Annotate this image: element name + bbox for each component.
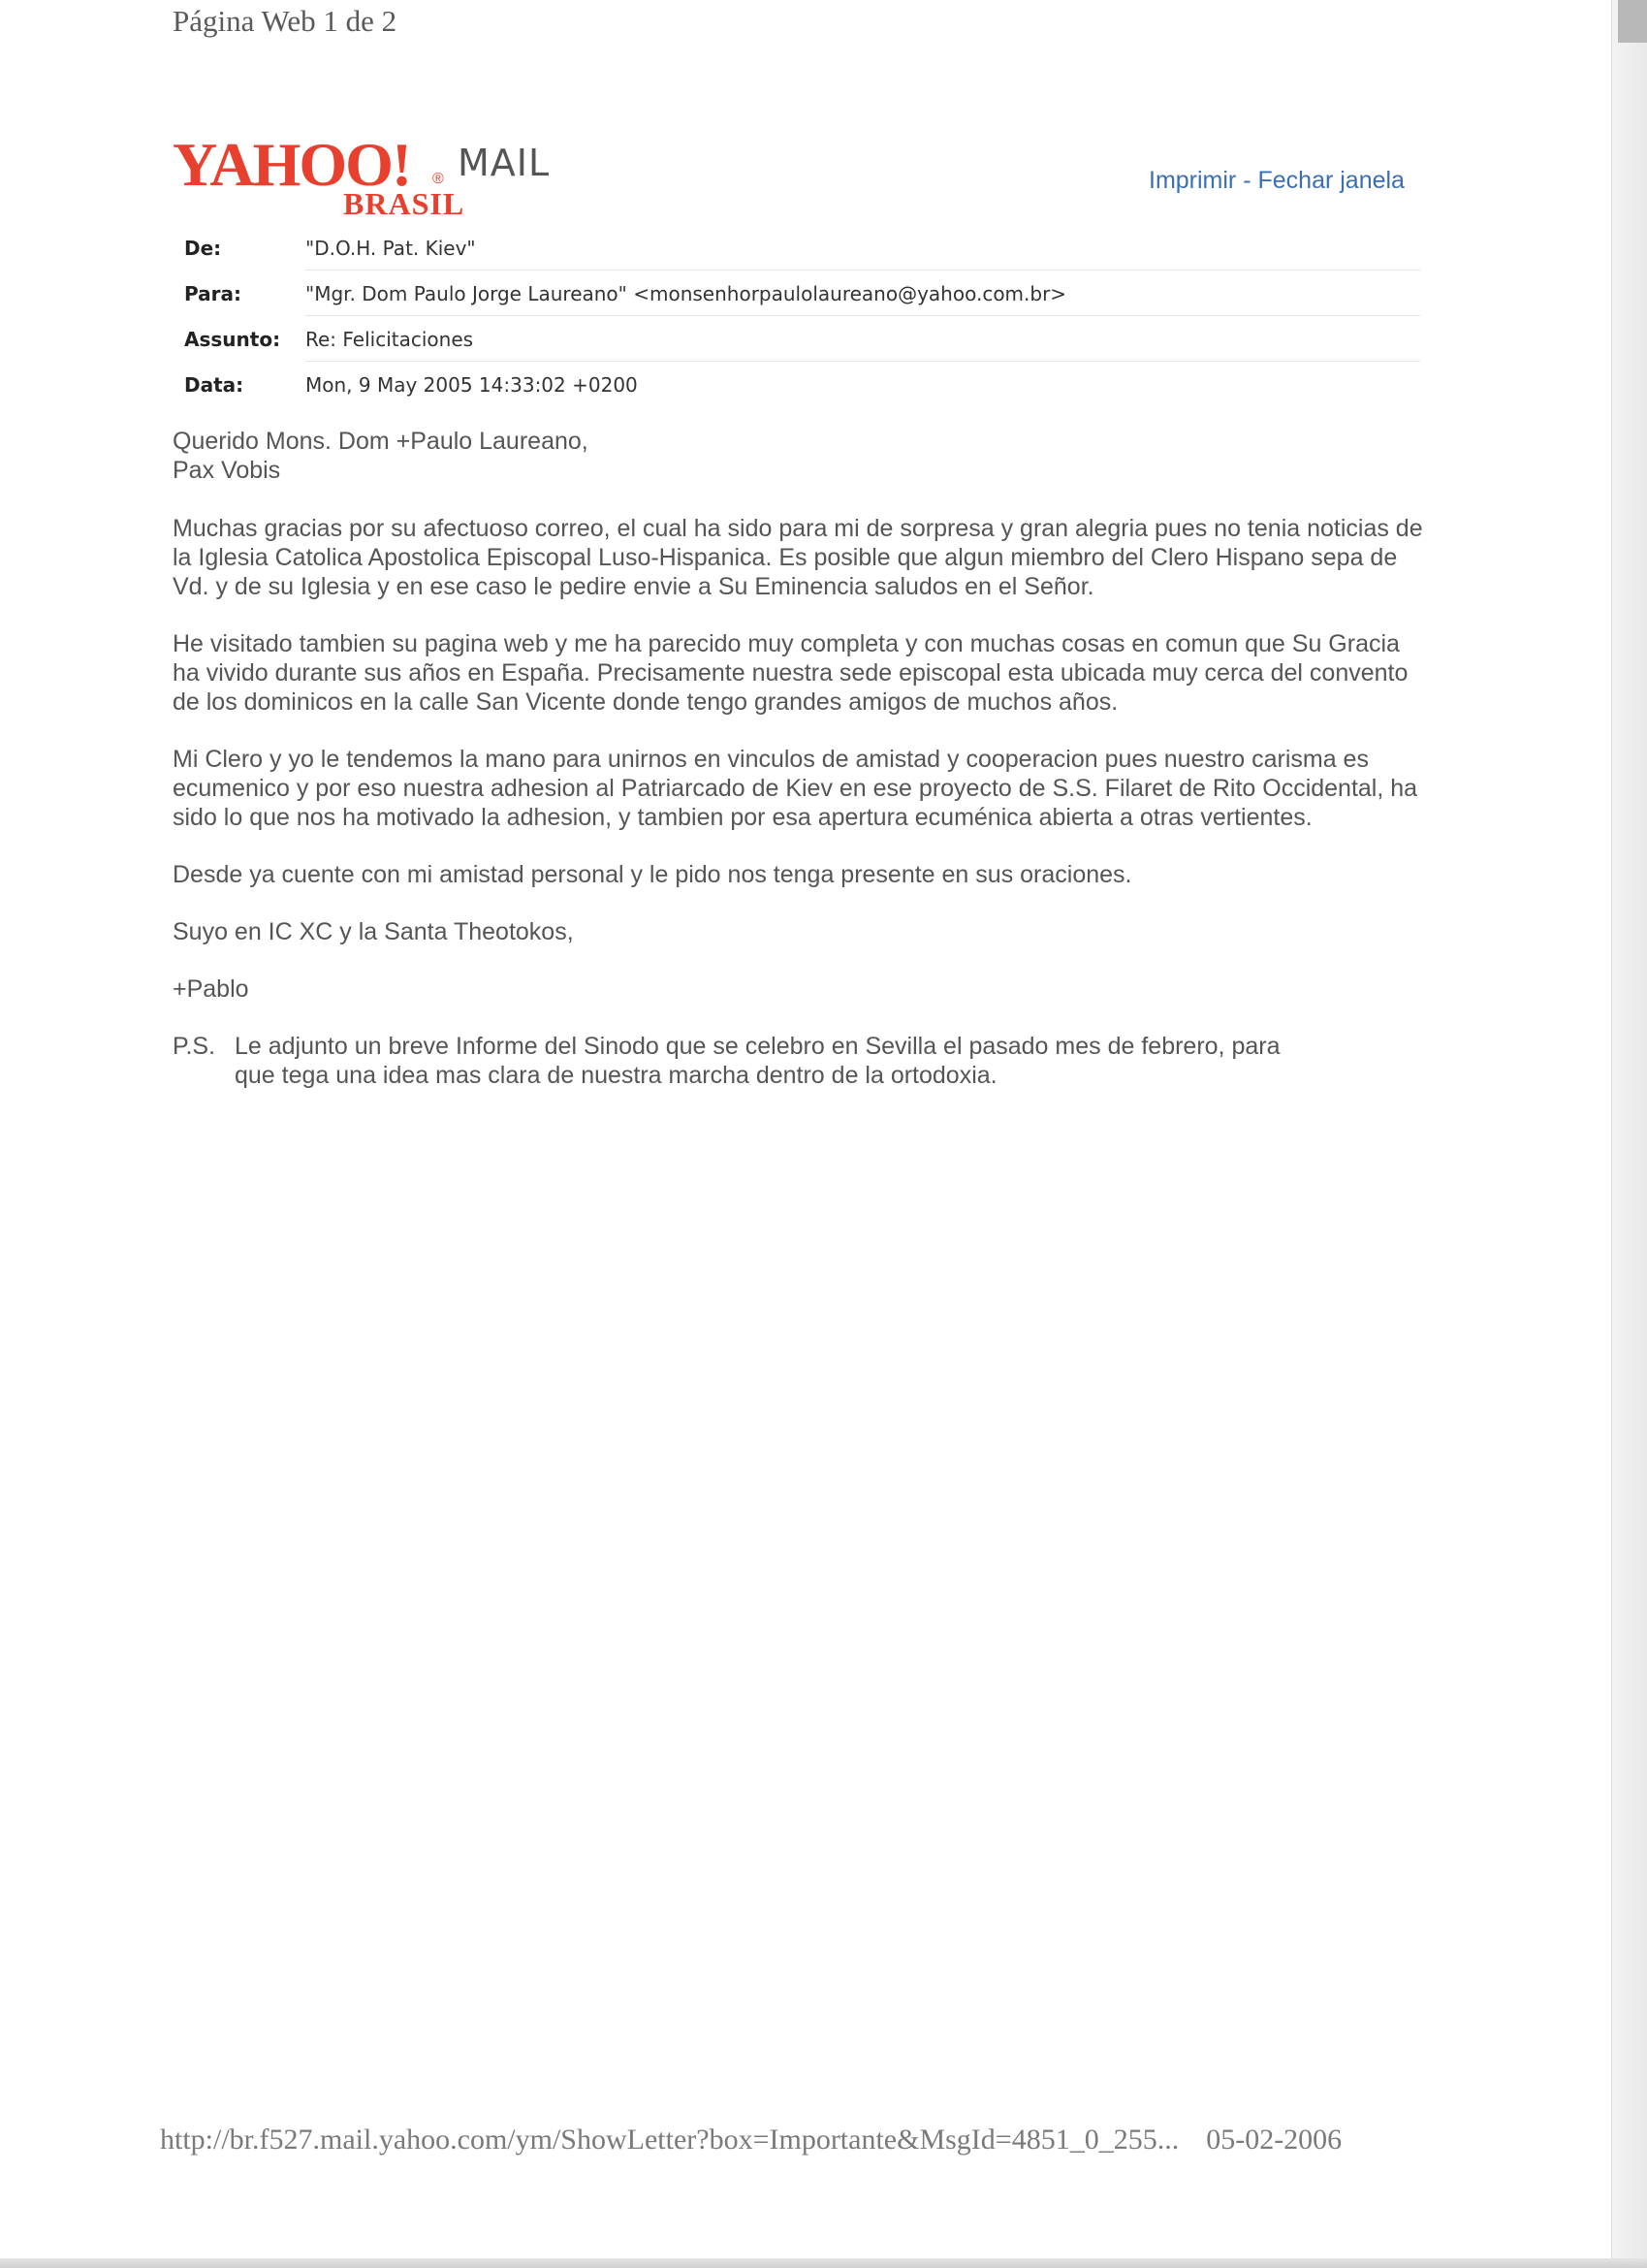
from-value: "D.O.H. Pat. Kiev" — [305, 237, 476, 260]
subject-label: Assunto: — [184, 328, 281, 351]
scanner-bottom-edge — [0, 2258, 1647, 2268]
body-paragraph: Mi Clero y yo le tendemos la mano para unirnos en vinculos de amistad y cooperacion pues nuestro carisma es ecumenico y por eso nuestra adhesion al Patriarcado de Kiev en ese proyecto de S.S. Filaret de Rito Occidental, ha sido lo que nos ha motivado la adhesion, y tambien por esa apertura ecuménica abierta a otras vertientes. — [173, 746, 1418, 831]
header-row-subject — [184, 324, 1420, 369]
greeting — [173, 427, 1433, 485]
logo-yahoo-text: YAHOO! — [173, 130, 411, 199]
body-paragraph: He visitado tambien su pagina web y me ha parecido muy completa y con muchas cosas en comun que Su Gracia ha vivido durante sus años en España. Precisamente nuestra sede episcopal esta ubicada muy cerca del convento de los dominicos en la calle San Vicente donde tengo grandes amigos de muchos años. — [173, 630, 1409, 716]
postscript-label: P.S. — [173, 1033, 216, 1060]
from-label: De: — [184, 237, 222, 260]
yahoo-mail-logo — [173, 130, 580, 221]
date-value: Mon, 9 May 2005 14:33:02 +0200 — [305, 373, 638, 397]
body-paragraph: Muchas gracias por su afectuoso correo, el cual ha sido para mi de sorpresa y gran alegria pues no tenia noticias de la Iglesia Catolica Apostolica Episcopal Luso-Hispanica. Es posible que algun miembro del Clero Hispano sepa de Vd. y de su Iglesia y en ese caso le pedire envie a Su Eminencia saludos en el Señor. — [173, 515, 1423, 600]
date-label: Data: — [184, 373, 244, 397]
greeting-line: Pax Vobis — [173, 457, 281, 484]
header-row-to — [184, 278, 1420, 324]
print-footer — [160, 2124, 1342, 2156]
to-label: Para: — [184, 282, 241, 305]
header-row-date — [184, 369, 1420, 415]
closing-line: Suyo en IC XC y la Santa Theotokos, — [173, 918, 574, 945]
postscript — [173, 1032, 1433, 1090]
header-divider — [305, 270, 1420, 271]
print-link[interactable]: Imprimir — [1149, 167, 1237, 194]
signature: +Pablo — [173, 975, 249, 1003]
close-window-link[interactable]: Fechar janela — [1257, 167, 1405, 194]
logo-brasil-text: BRASIL — [343, 186, 465, 221]
greeting-line: Querido Mons. Dom +Paulo Laureano, — [173, 428, 588, 455]
message-headers — [184, 233, 1420, 415]
header-divider — [305, 315, 1420, 316]
logo-registered-mark: ® — [432, 171, 444, 187]
header-row-from — [184, 233, 1420, 278]
header-divider — [305, 361, 1420, 362]
body-paragraph: Desde ya cuente con mi amistad personal y le pido nos tenga presente en sus oraciones. — [173, 861, 1132, 888]
footer-date: 05-02-2006 — [1206, 2124, 1343, 2156]
scanner-edge-mark — [1618, 0, 1647, 43]
postscript-text: Le adjunto un breve Informe del Sinodo que se celebro en Sevilla el pasado mes de febrero, para que tega una idea mas clara de nuestra marcha dentro de la ortodoxia. — [235, 1033, 1281, 1089]
message-body — [173, 427, 1433, 1090]
print-page-header: Página Web 1 de 2 — [173, 4, 397, 38]
to-value: "Mgr. Dom Paulo Jorge Laureano" <monsenhorpaulolaureano@yahoo.com.br> — [305, 282, 1067, 305]
footer-url: http://br.f527.mail.yahoo.com/ym/ShowLetter?box=Importante&MsgId=4851_0_255... — [160, 2124, 1180, 2156]
message-actions — [1149, 167, 1405, 195]
actions-separator: - — [1236, 167, 1258, 194]
logo-mail-text: MAIL — [458, 142, 551, 184]
scanner-right-edge — [1611, 0, 1647, 2268]
subject-value: Re: Felicitaciones — [305, 328, 474, 351]
